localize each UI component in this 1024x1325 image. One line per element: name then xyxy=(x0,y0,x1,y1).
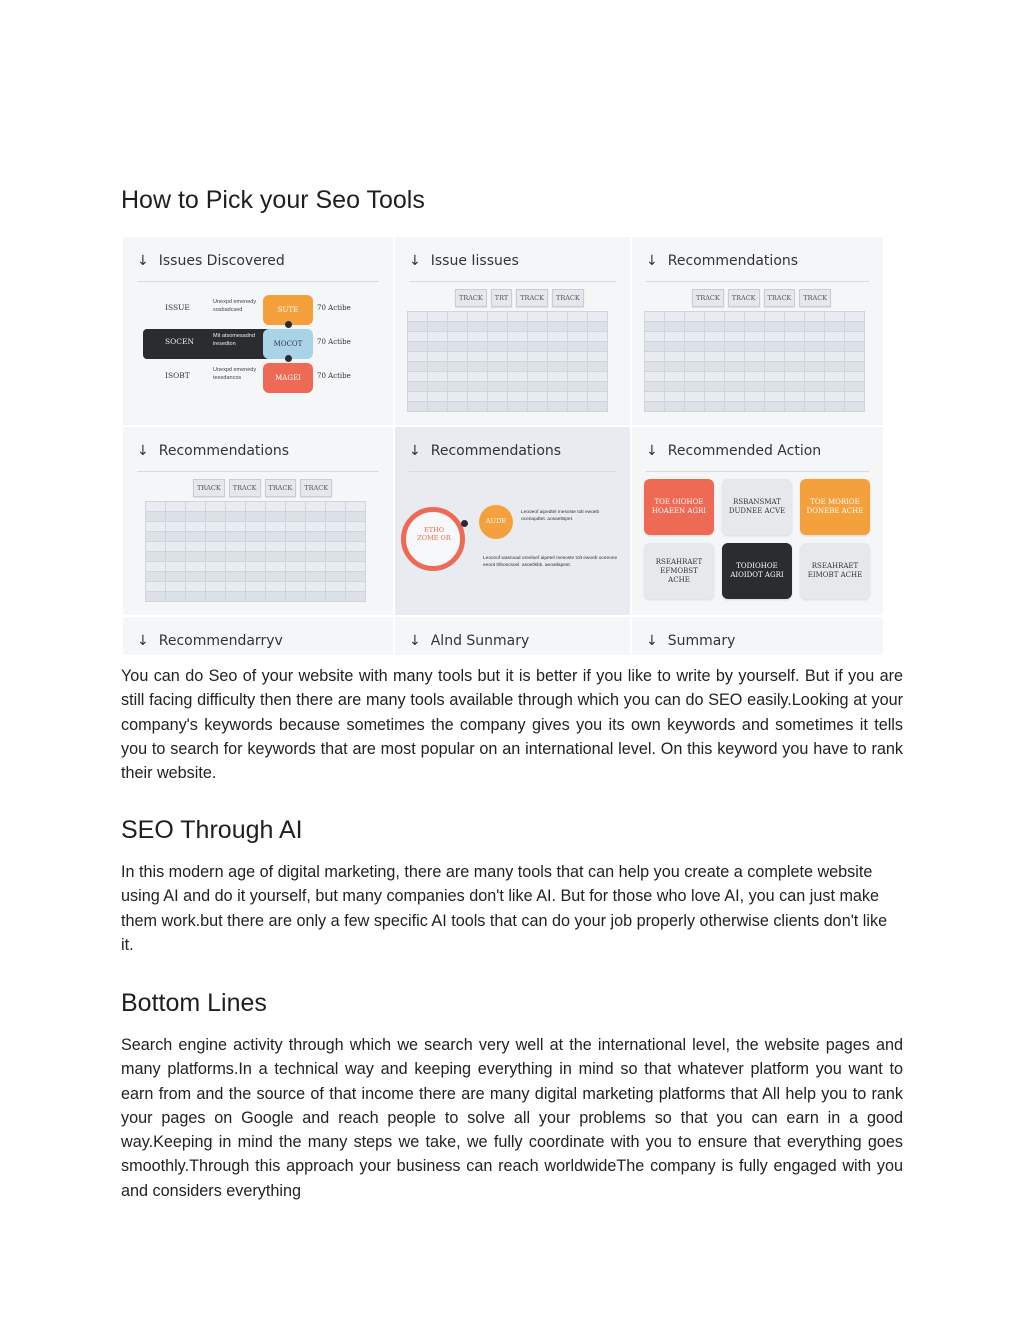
panel-title xyxy=(137,633,283,649)
circle-caption: Leoceof wasnoad oreeloef aipetel mesoste tolt ewoeb oceeone eeoot tlrboscsoel. asoetlsbk. aeoatlapest. xyxy=(483,556,618,568)
data-grid xyxy=(407,311,608,412)
down-arrow-icon: ↓ xyxy=(137,633,149,649)
issue-action: 70 Actibe xyxy=(317,338,351,346)
issue-pill: SUTE xyxy=(263,295,313,325)
panel-title xyxy=(646,633,735,649)
panel-issue-issues xyxy=(395,237,632,427)
panel-recommendations-1 xyxy=(632,237,885,427)
issue-code: ISOBT xyxy=(165,371,190,380)
table-header: TRACK xyxy=(193,479,225,497)
ring-label: ETHO ZOME OR xyxy=(417,526,451,542)
section-heading-bottom-lines: Bottom Lines xyxy=(121,989,267,1017)
divider xyxy=(137,471,379,472)
table-header-row xyxy=(193,479,332,497)
panel-title-text: Recommended Action xyxy=(667,443,822,459)
table-header: TRACK xyxy=(455,289,487,307)
panel-and-summary xyxy=(395,617,632,657)
panel-title xyxy=(409,253,519,269)
down-arrow-icon: ↓ xyxy=(646,253,658,269)
table-header-row xyxy=(692,289,831,307)
panel-title-text: Alnd Sunmary xyxy=(430,633,530,649)
panel-title xyxy=(646,253,798,269)
issue-row xyxy=(145,295,375,325)
action-tile xyxy=(644,479,714,535)
issue-row xyxy=(145,329,375,359)
panel-title xyxy=(137,253,285,269)
issue-desc: Unexpd emenedy teesdancos xyxy=(213,367,257,381)
panel-title-text: Recommendarryv xyxy=(158,633,283,649)
divider xyxy=(137,281,379,282)
orange-circle xyxy=(479,505,513,539)
tile-label: TODIOHOE AIOIDOT AGRI xyxy=(730,562,784,579)
issue-desc: Unexpd emenedy sosbadcsed xyxy=(213,299,257,313)
panel-title xyxy=(137,443,289,459)
panel-title xyxy=(409,443,561,459)
action-tile xyxy=(722,479,792,535)
panel-title-text: Issue Iissues xyxy=(430,253,519,269)
panel-title-text: Recommendations xyxy=(430,443,562,459)
down-arrow-icon: ↓ xyxy=(137,443,149,459)
connector-dot xyxy=(285,321,292,328)
tile-label: RSEAHRAET EFMOBST ACHE xyxy=(655,557,703,584)
down-arrow-icon: ↓ xyxy=(646,443,658,459)
table-header-row xyxy=(455,289,584,307)
connector-dot xyxy=(461,520,468,527)
down-arrow-icon: ↓ xyxy=(409,443,421,459)
issue-pill: MAGEI xyxy=(263,363,313,393)
panel-title-text: Summary xyxy=(667,633,736,649)
panel-recommendations-3 xyxy=(395,427,632,617)
panel-title xyxy=(646,443,821,459)
panel-summary xyxy=(632,617,885,657)
divider xyxy=(646,471,869,472)
action-tile xyxy=(644,543,714,599)
table-header: TRACK xyxy=(728,289,760,307)
table-header: TRACK xyxy=(764,289,796,307)
down-arrow-icon: ↓ xyxy=(137,253,149,269)
panel-title-text: Issues Discovered xyxy=(158,253,285,269)
data-grid xyxy=(644,311,865,412)
divider xyxy=(409,471,616,472)
issue-desc: Mit atsomesadnd iresedton xyxy=(213,333,255,347)
down-arrow-icon: ↓ xyxy=(409,253,421,269)
panel-recommendations-2 xyxy=(123,427,395,617)
issue-action: 70 Actibe xyxy=(317,304,351,312)
panel-title xyxy=(409,633,529,649)
action-tile xyxy=(800,479,870,535)
action-tile xyxy=(800,543,870,599)
panel-recommended-action xyxy=(632,427,885,617)
issue-action: 70 Actibe xyxy=(317,372,351,380)
tile-label: TOE MORIOE DONEBE ACHE xyxy=(806,498,864,515)
table-header: TRACK xyxy=(516,289,548,307)
issue-code: SOCEN xyxy=(165,337,195,346)
issue-pill: MOCOT xyxy=(263,329,313,359)
circle-caption: Leooeof aipedtel mesoste tolt ewoeb oceriapdtet. aosaeltspet. xyxy=(521,510,600,522)
issue-code: ISSUE xyxy=(165,303,190,312)
section-heading-pick-tools: How to Pick your Seo Tools xyxy=(121,186,425,214)
issue-row xyxy=(145,363,375,393)
table-header: TRACK xyxy=(799,289,831,307)
panel-title-text: Recommendations xyxy=(158,443,290,459)
divider xyxy=(646,281,869,282)
table-header: TRT xyxy=(491,289,512,307)
connector-dot xyxy=(285,355,292,362)
tile-label: RSBANSMAT DUDNEE ACVE xyxy=(728,498,786,515)
table-header: TRACK xyxy=(300,479,332,497)
paragraph-seo-ai: In this modern age of digital marketing, there are many tools that can help you create a complete website using AI and do it yourself, but many companies don't like AI. But for those who love AI, you can just make them work.but there are only a few specific AI tools that can do your job properly otherwise clients don't like it. xyxy=(121,863,888,954)
table-header: TRACK xyxy=(692,289,724,307)
down-arrow-icon: ↓ xyxy=(646,633,658,649)
progress-ring xyxy=(401,507,465,571)
panel-issues-discovered xyxy=(123,237,395,427)
down-arrow-icon: ↓ xyxy=(409,633,421,649)
paragraph-bottom-lines: Search engine activity through which we search very well at the international level, the website pages and many platforms.In a technical way and keeping everything in mind so that whatever platform you want to earn from and the source of that income there are many digital marketing platforms that All help you to rank your pages on Google and reach people to solve all your problems so that you can earn in a good way.Keeping in mind the many steps we take, we fully coordinate with you to ensure that everything goes smoothly.Through this approach your business can reach worldwideThe company is fully engaged with you and considers everything xyxy=(121,1036,903,1200)
section-heading-seo-ai: SEO Through AI xyxy=(121,816,303,844)
divider xyxy=(409,281,616,282)
seo-infographic xyxy=(123,237,885,657)
action-tile xyxy=(722,543,792,599)
paragraph-pick-tools: You can do Seo of your website with many tools but it is better if you like to write by yourself. But if you are still facing difficulty then there are many tools available through which you can do SEO easily.Looking at your company's keywords because sometimes the company gives you its own keywords and sometimes it tells you to search for keywords that are most popular on an international level. On this keyword you have to rank their website. xyxy=(121,667,903,783)
data-grid xyxy=(145,501,366,602)
table-header: TRACK xyxy=(552,289,584,307)
tile-label: TOE OIOHOE HOAEEN AGRI xyxy=(651,498,707,515)
tile-label: RSEAHRAET EIMOBT ACHE xyxy=(807,562,863,579)
panel-recommendarryv xyxy=(123,617,395,657)
table-header: TRACK xyxy=(229,479,261,497)
table-header: TRACK xyxy=(265,479,297,497)
orange-circle-label: AUDE xyxy=(485,517,507,525)
panel-title-text: Recommendations xyxy=(667,253,799,269)
